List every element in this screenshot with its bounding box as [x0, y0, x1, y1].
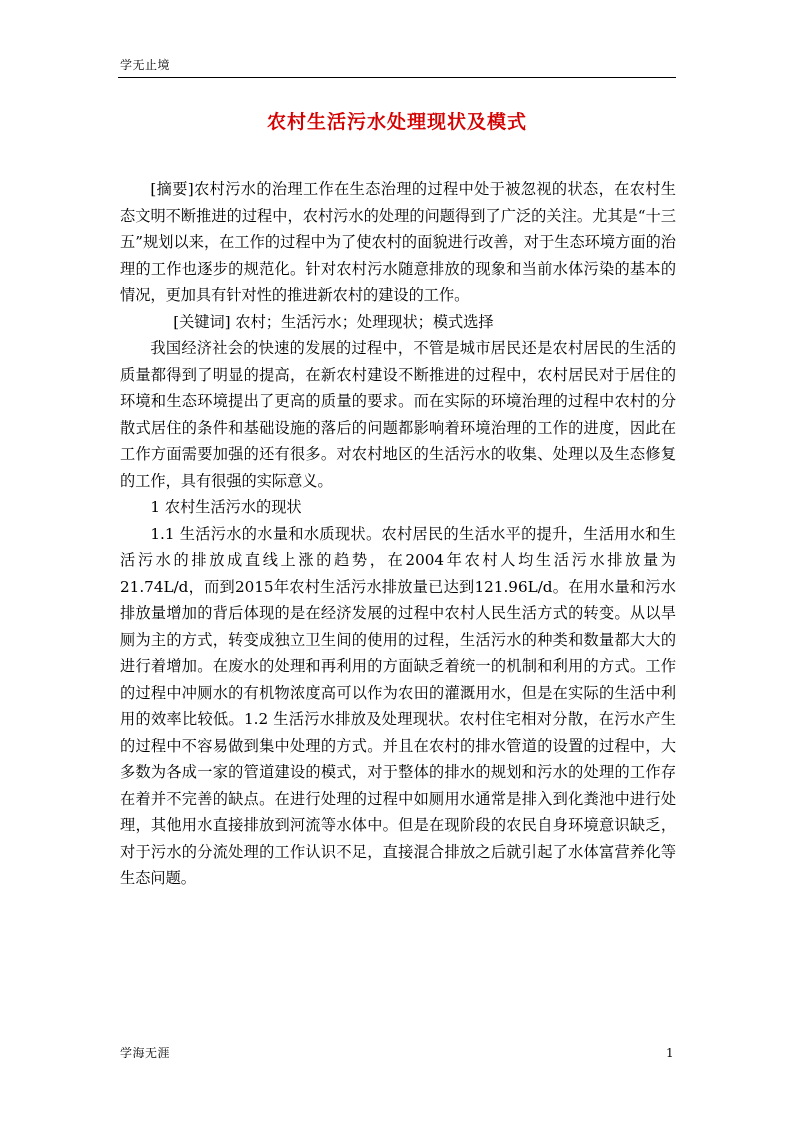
abstract-paragraph: [摘要]农村污水的治理工作在生态治理的过程中处于被忽视的状态，在农村生态文明不断推进的过程中，农村污水的处理的问题得到了广泛的关注。尤其是“十三五”规划以来，在工作的过程中为了使农村的面貌进行改善，对于生态环境方面的治理的工作也逐步的规范化。针对农村污水随意排放的现象和当前水体污染的基本的情况，更加具有针对性的推进新农村的建设的工作。	[120, 180, 676, 304]
keywords-paragraph: [关键词] 农村；生活污水；处理现状；模式选择	[173, 312, 494, 331]
intro-paragraph: 我国经济社会的快速的发展的过程中，不管是城市居民还是农村居民的生活的质量都得到了明显的提高，在新农村建设不断推进的过程中，农村居民对于居住的环境和生态环境提出了更高的质量的要求。而在实际的环境治理的过程中农村的分散式居住的条件和基础设施的落后的问题都影响着环境治理的工作的进度，因此在工作方面需要加强的还有很多。对农村地区的生活污水的收集、处理以及生态修复的工作，具有很强的实际意义。	[120, 339, 676, 490]
document-body	[120, 176, 676, 892]
page-number: 1	[666, 1046, 674, 1060]
document-title: 农村生活污水处理现状及模式	[266, 111, 527, 133]
header-divider	[118, 77, 676, 78]
page-header-text: 学无止境	[120, 58, 171, 72]
page-footer-text: 学海无涯	[120, 1046, 171, 1060]
section-paragraph: 1.1 生活污水的水量和水质现状。农村居民的生活水平的提升，生活用水和生活污水的排放成直线上涨的趋势，在2004年农村人均生活污水排放量为21.74L/d，而到2015年农村生活污水排放量已达到121.96L/d。在用水量和污水排放量增加的背后体现的是在经济发展的过程中农村人民生活方式的转变。从以旱厕为主的方式，转变成独立卫生间的使用的过程，生活污水的种类和数量都大大的进行着增加。在废水的处理和再利用的方面缺乏着统一的机制和利用的方式。工作的过程中冲厕水的有机物浓度高可以作为农田的灌溉用水，但是在实际的生活中利用的效率比较低。1.2 生活污水排放及处理现状。农村住宅相对分散，在污水产生的过程中不容易做到集中处理的方式。并且在农村的排水管道的设置的过程中，大多数为各成一家的管道建设的模式，对于整体的排水的规划和污水的处理的工作存在着并不完善的缺点。在进行处理的过程中如厕用水通常是排入到化粪池中进行处理，其他用水直接排放到河流等水体中。但是在现阶段的农民自身环境意识缺乏，对于污水的分流处理的工作认识不足，直接混合排放之后就引起了水体富营养化等生态问题。	[120, 524, 676, 887]
section-heading: 1 农村生活污水的现状	[150, 498, 302, 516]
